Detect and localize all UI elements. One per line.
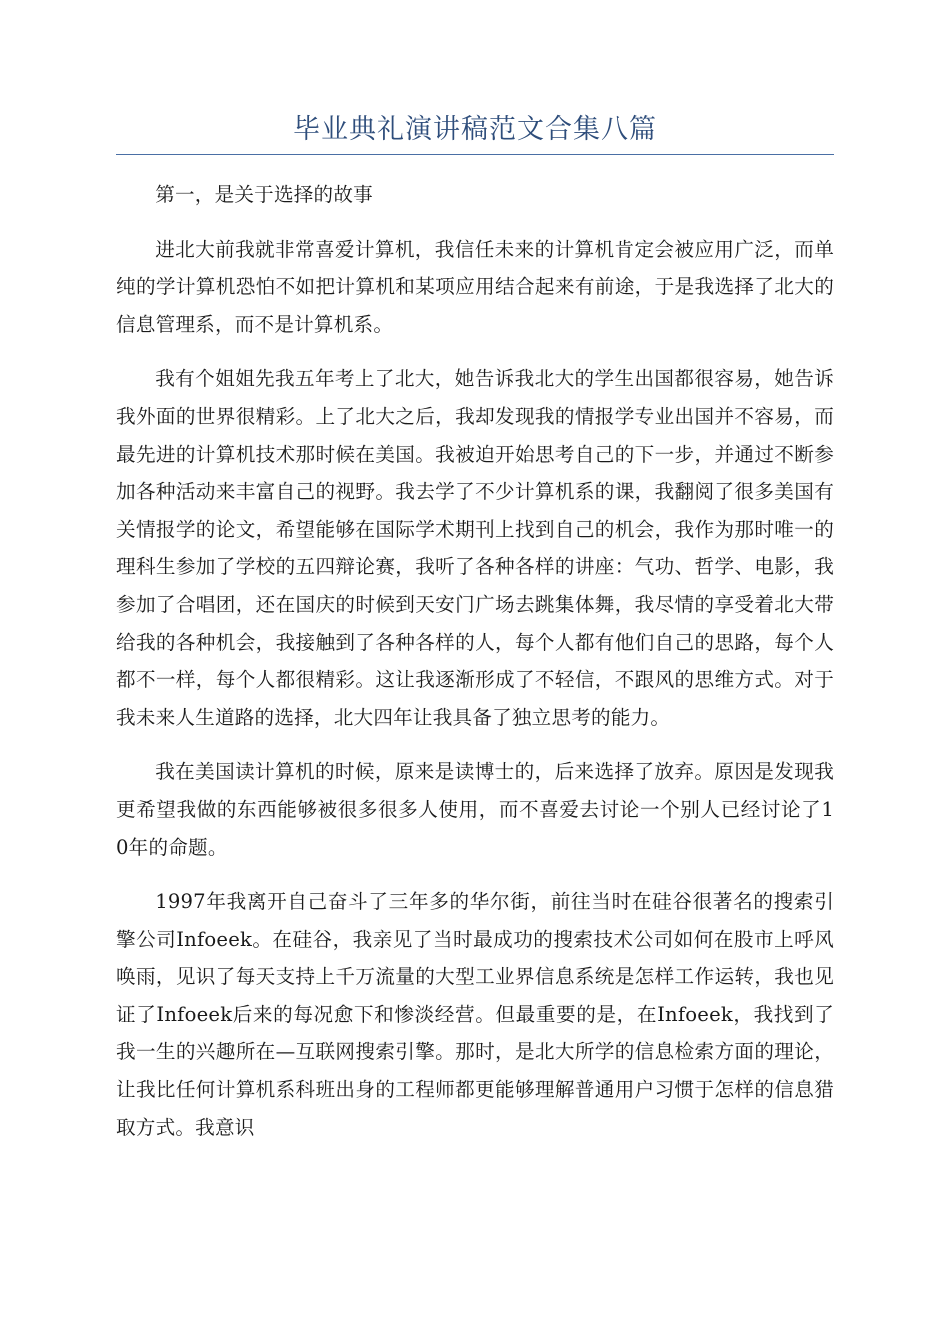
paragraph-4: 我在美国读计算机的时候，原来是读博士的，后来选择了放弃。原因是发现我更希望我做的东西能够被很多很多人使用，而不喜爱去讨论一个别人已经讨论了10年的命题。	[116, 760, 834, 859]
title-underline	[116, 154, 834, 155]
document-title: 毕业典礼演讲稿范文合集八篇	[293, 114, 657, 145]
document-page	[116, 0, 834, 1344]
paragraph-1: 第一，是关于选择的故事	[155, 183, 373, 206]
paragraph-2: 进北大前我就非常喜爱计算机，我信任未来的计算机肯定会被应用广泛，而单纯的学计算机恐怕不如把计算机和某项应用结合起来有前途，于是我选择了北大的信息管理系，而不是计算机系。	[116, 237, 834, 336]
paragraph-5: 1997年我离开自己奋斗了三年多的华尔街，前往当时在硅谷很著名的搜索引擎公司Infoeek。在硅谷，我亲见了当时最成功的搜索技术公司如何在股市上呼风唤雨，见识了每天支持上千万流量的大型工业界信息系统是怎样工作运转，我也见证了Infoeek后来的每况愈下和惨淡经营。但最重要的是，在Infoeek，我找到了我一生的兴趣所在—互联网搜索引擎。那时，是北大所学的信息检索方面的理论，让我比任何计算机系科班出身的工程师都更能够理解普通用户习惯于怎样的信息猎取方式。我意识	[116, 890, 834, 1139]
document-body	[116, 176, 834, 1163]
paragraph-3: 我有个姐姐先我五年考上了北大，她告诉我北大的学生出国都很容易，她告诉我外面的世界很精彩。上了北大之后，我却发现我的情报学专业出国并不容易，而最先进的计算机技术那时候在美国。我被迫开始思考自己的下一步，并通过不断参加各种活动来丰富自己的视野。我去学了不少计算机系的课，我翻阅了很多美国有关情报学的论文，希望能够在国际学术期刊上找到自己的机会，我作为那时唯一的理科生参加了学校的五四辩论赛，我听了各种各样的讲座：气功、哲学、电影，我参加了合唱团，还在国庆的时候到天安门广场去跳集体舞，我尽情的享受着北大带给我的各种机会，我接触到了各种各样的人，每个人都有他们自己的思路，每个人都不一样，每个人都很精彩。这让我逐渐形成了不轻信，不跟风的思维方式。对于我未来人生道路的选择，北大四年让我具备了独立思考的能力。	[116, 367, 834, 729]
